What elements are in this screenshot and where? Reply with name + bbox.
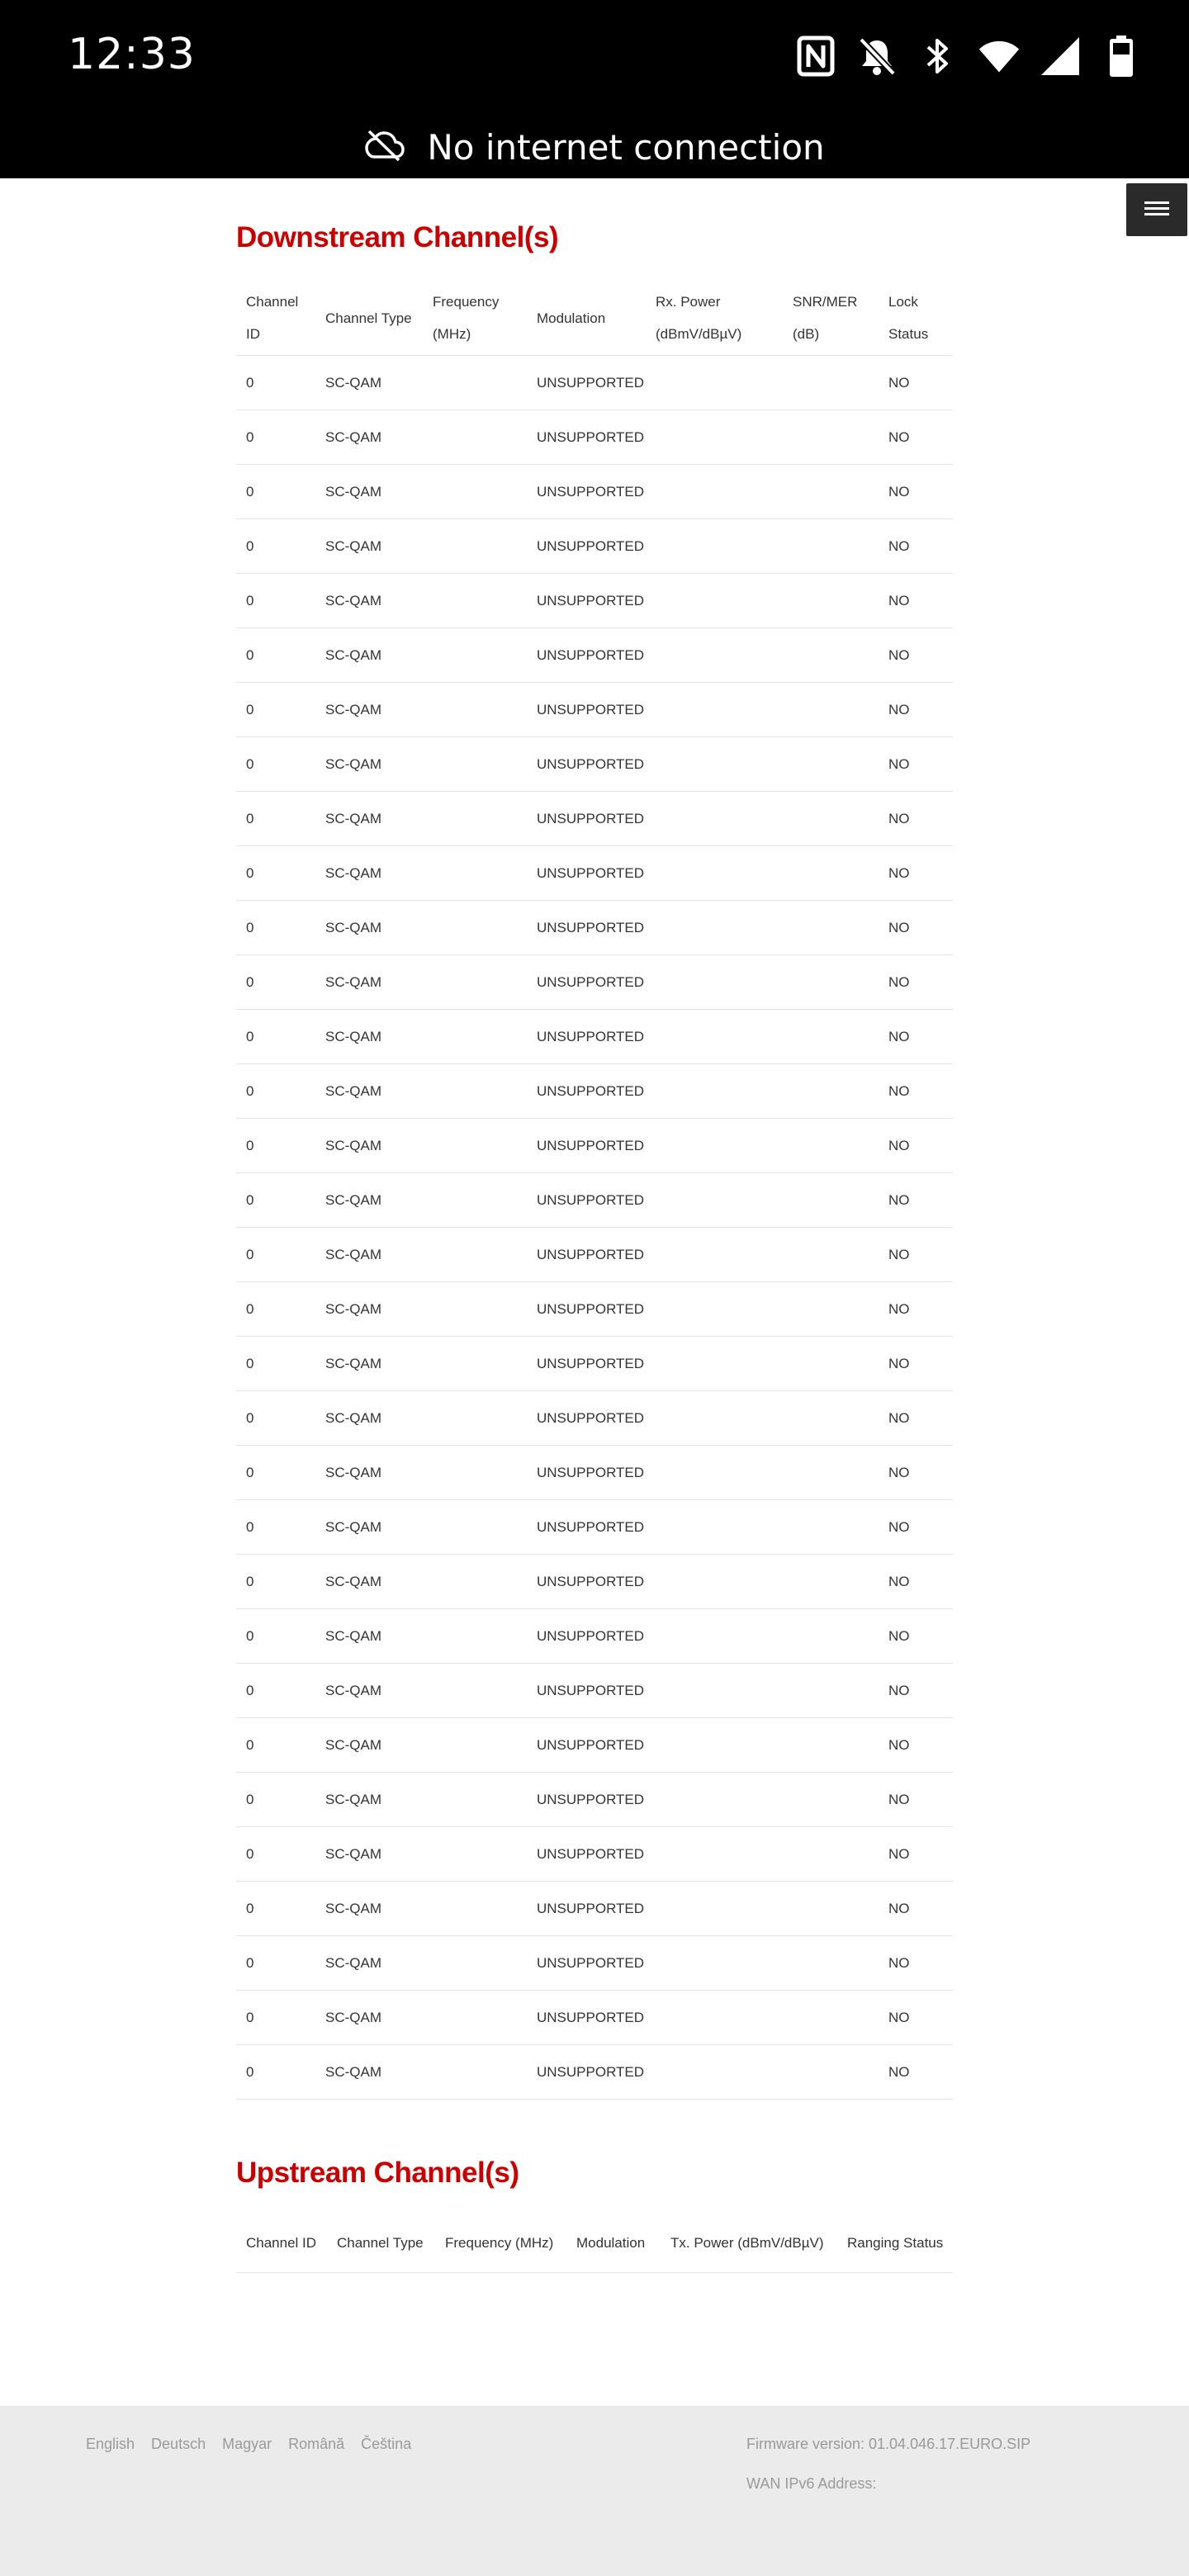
table-cell <box>783 1664 879 1718</box>
table-cell <box>646 356 783 410</box>
table-row <box>236 1500 953 1555</box>
table-cell: 0 <box>236 1609 315 1664</box>
wan-ipv6-address: WAN IPv6 Address: <box>746 2475 877 2492</box>
table-cell: NO <box>879 1282 953 1337</box>
table-cell <box>646 1991 783 2045</box>
table-cell: UNSUPPORTED <box>527 574 646 628</box>
table-cell: SC-QAM <box>315 683 423 737</box>
no-internet-text: No internet connection <box>427 126 825 168</box>
table-cell <box>783 465 879 519</box>
table-cell: NO <box>879 1609 953 1664</box>
table-cell <box>423 737 527 792</box>
table-cell: NO <box>879 792 953 846</box>
table-cell: 0 <box>236 846 315 901</box>
table-cell: UNSUPPORTED <box>527 737 646 792</box>
table-row <box>236 1773 953 1827</box>
menu-toggle-button[interactable] <box>1126 183 1187 236</box>
table-cell: 0 <box>236 628 315 683</box>
table-cell <box>646 628 783 683</box>
table-cell: UNSUPPORTED <box>527 519 646 574</box>
table-cell <box>423 1555 527 1609</box>
table-cell <box>646 1936 783 1991</box>
table-row <box>236 737 953 792</box>
table-cell: NO <box>879 901 953 955</box>
language-link[interactable]: Magyar <box>222 2436 272 2452</box>
table-cell: UNSUPPORTED <box>527 1228 646 1282</box>
table-cell <box>423 901 527 955</box>
table-cell <box>646 1664 783 1718</box>
table-row <box>236 1010 953 1064</box>
downstream-column-header: Rx. Power (dBmV/dBµV) <box>646 281 783 356</box>
table-cell: NO <box>879 1119 953 1173</box>
table-cell: UNSUPPORTED <box>527 1555 646 1609</box>
table-cell: 0 <box>236 792 315 846</box>
table-cell <box>423 683 527 737</box>
table-cell: SC-QAM <box>315 1718 423 1773</box>
table-cell: UNSUPPORTED <box>527 846 646 901</box>
table-cell: NO <box>879 465 953 519</box>
table-cell <box>423 846 527 901</box>
table-cell <box>783 1173 879 1228</box>
table-row <box>236 356 953 410</box>
table-cell: UNSUPPORTED <box>527 1936 646 1991</box>
table-cell: 0 <box>236 410 315 465</box>
table-cell: SC-QAM <box>315 1228 423 1282</box>
table-row <box>236 1555 953 1609</box>
table-cell: SC-QAM <box>315 465 423 519</box>
table-cell: UNSUPPORTED <box>527 1773 646 1827</box>
table-cell <box>423 465 527 519</box>
table-cell: 0 <box>236 1773 315 1827</box>
table-cell: NO <box>879 1010 953 1064</box>
table-cell: SC-QAM <box>315 1555 423 1609</box>
upstream-column-header: Channel Type <box>327 2214 435 2273</box>
table-cell <box>423 1173 527 1228</box>
table-cell: UNSUPPORTED <box>527 1446 646 1500</box>
table-cell <box>646 737 783 792</box>
upstream-header-row <box>236 2214 953 2273</box>
table-row <box>236 901 953 955</box>
table-cell: UNSUPPORTED <box>527 901 646 955</box>
table-cell <box>646 1282 783 1337</box>
table-cell: 0 <box>236 1718 315 1773</box>
table-cell: SC-QAM <box>315 846 423 901</box>
table-cell <box>423 1119 527 1173</box>
table-cell <box>423 1446 527 1500</box>
table-cell <box>783 737 879 792</box>
table-cell: 0 <box>236 1119 315 1173</box>
table-cell: 0 <box>236 901 315 955</box>
table-cell: UNSUPPORTED <box>527 1664 646 1718</box>
table-cell: SC-QAM <box>315 1064 423 1119</box>
table-cell: SC-QAM <box>315 792 423 846</box>
table-cell: NO <box>879 1991 953 2045</box>
upstream-column-header: Channel ID <box>236 2214 327 2273</box>
table-cell <box>783 1555 879 1609</box>
downstream-table-body <box>236 356 953 2100</box>
table-cell: 0 <box>236 465 315 519</box>
table-cell: NO <box>879 1064 953 1119</box>
upstream-column-header: Tx. Power (dBmV/dBµV) <box>661 2214 837 2273</box>
table-cell <box>423 574 527 628</box>
table-cell: SC-QAM <box>315 1882 423 1936</box>
status-icons <box>794 30 1143 83</box>
table-row <box>236 519 953 574</box>
table-cell: UNSUPPORTED <box>527 1119 646 1173</box>
table-cell: UNSUPPORTED <box>527 955 646 1010</box>
table-cell: NO <box>879 1500 953 1555</box>
table-cell <box>423 1882 527 1936</box>
table-cell: UNSUPPORTED <box>527 792 646 846</box>
table-cell <box>783 628 879 683</box>
language-link[interactable]: Română <box>288 2436 345 2452</box>
table-cell <box>783 1391 879 1446</box>
table-cell <box>783 1064 879 1119</box>
table-cell <box>423 955 527 1010</box>
table-cell: 0 <box>236 737 315 792</box>
table-row <box>236 2045 953 2100</box>
table-cell <box>783 1228 879 1282</box>
table-cell <box>646 955 783 1010</box>
table-cell: 0 <box>236 356 315 410</box>
table-cell: 0 <box>236 1446 315 1500</box>
downstream-column-header: Lock Status <box>879 281 953 356</box>
table-cell: NO <box>879 1936 953 1991</box>
upstream-column-header: Ranging Status <box>837 2214 953 2273</box>
table-cell <box>783 901 879 955</box>
table-cell <box>423 1718 527 1773</box>
table-cell: UNSUPPORTED <box>527 1064 646 1119</box>
table-row <box>236 1391 953 1446</box>
table-cell: SC-QAM <box>315 1500 423 1555</box>
table-cell: UNSUPPORTED <box>527 1173 646 1228</box>
table-row <box>236 465 953 519</box>
table-cell <box>423 410 527 465</box>
table-cell: SC-QAM <box>315 1391 423 1446</box>
upstream-title: Upstream Channel(s) <box>236 2157 519 2189</box>
table-cell <box>646 1391 783 1446</box>
downstream-column-header: Channel Type <box>315 281 423 356</box>
downstream-title: Downstream Channel(s) <box>236 221 559 253</box>
table-cell <box>646 574 783 628</box>
language-link[interactable]: English <box>86 2436 135 2452</box>
table-cell <box>783 1010 879 1064</box>
table-cell <box>423 1282 527 1337</box>
bluetooth-icon <box>917 33 959 79</box>
table-cell <box>646 846 783 901</box>
table-cell: 0 <box>236 1391 315 1446</box>
table-cell <box>646 465 783 519</box>
table-cell: SC-QAM <box>315 1827 423 1882</box>
table-cell: SC-QAM <box>315 1773 423 1827</box>
table-cell: UNSUPPORTED <box>527 465 646 519</box>
table-cell <box>646 1609 783 1664</box>
table-cell <box>646 2045 783 2100</box>
downstream-column-header: SNR/MER (dB) <box>783 281 879 356</box>
cellular-signal-icon <box>1039 33 1082 79</box>
table-cell: UNSUPPORTED <box>527 1282 646 1337</box>
downstream-column-header: Frequency (MHz) <box>423 281 527 356</box>
table-cell <box>646 1446 783 1500</box>
table-row <box>236 1718 953 1773</box>
table-cell: SC-QAM <box>315 519 423 574</box>
table-cell: 0 <box>236 683 315 737</box>
table-cell: NO <box>879 1173 953 1228</box>
table-cell <box>783 1337 879 1391</box>
table-cell: NO <box>879 1337 953 1391</box>
table-cell: 0 <box>236 1010 315 1064</box>
upstream-column-header: Modulation <box>566 2214 661 2273</box>
table-cell: SC-QAM <box>315 1119 423 1173</box>
table-cell <box>783 1827 879 1882</box>
table-cell: NO <box>879 1718 953 1773</box>
table-row <box>236 1609 953 1664</box>
table-cell <box>783 1991 879 2045</box>
table-cell <box>423 1228 527 1282</box>
table-cell: 0 <box>236 1827 315 1882</box>
downstream-header-row <box>236 281 953 356</box>
table-cell <box>783 1936 879 1991</box>
table-cell <box>423 1609 527 1664</box>
table-cell <box>783 1500 879 1555</box>
table-cell <box>646 1773 783 1827</box>
table-cell <box>423 1391 527 1446</box>
table-cell: UNSUPPORTED <box>527 356 646 410</box>
table-cell: 0 <box>236 1228 315 1282</box>
table-cell: NO <box>879 1664 953 1718</box>
table-cell: SC-QAM <box>315 2045 423 2100</box>
table-cell <box>646 1228 783 1282</box>
table-cell: 0 <box>236 1882 315 1936</box>
table-cell: NO <box>879 737 953 792</box>
table-row <box>236 1119 953 1173</box>
table-cell <box>783 1282 879 1337</box>
table-cell: NO <box>879 628 953 683</box>
table-cell: NO <box>879 846 953 901</box>
table-cell: 0 <box>236 2045 315 2100</box>
table-cell: UNSUPPORTED <box>527 1718 646 1773</box>
table-row <box>236 1936 953 1991</box>
table-cell <box>646 1064 783 1119</box>
table-row <box>236 1282 953 1337</box>
table-row <box>236 1228 953 1282</box>
cloud-off-icon <box>364 129 405 166</box>
table-row <box>236 628 953 683</box>
clock: 12:33 <box>68 30 196 79</box>
table-cell <box>423 1664 527 1718</box>
language-link[interactable]: Deutsch <box>151 2436 206 2452</box>
table-cell: UNSUPPORTED <box>527 1391 646 1446</box>
table-cell <box>783 1773 879 1827</box>
table-cell: NO <box>879 1773 953 1827</box>
table-cell <box>783 1119 879 1173</box>
table-cell <box>646 1119 783 1173</box>
table-cell: SC-QAM <box>315 1173 423 1228</box>
table-cell <box>646 410 783 465</box>
table-row <box>236 1664 953 1718</box>
table-cell: UNSUPPORTED <box>527 1500 646 1555</box>
table-cell: SC-QAM <box>315 1664 423 1718</box>
table-cell: UNSUPPORTED <box>527 1609 646 1664</box>
status-bar <box>0 0 1189 116</box>
table-row <box>236 1882 953 1936</box>
table-cell: UNSUPPORTED <box>527 1010 646 1064</box>
table-cell: NO <box>879 1228 953 1282</box>
table-cell <box>783 2045 879 2100</box>
table-cell <box>783 792 879 846</box>
table-row <box>236 683 953 737</box>
table-cell: SC-QAM <box>315 1337 423 1391</box>
table-cell: NO <box>879 519 953 574</box>
table-cell: SC-QAM <box>315 1446 423 1500</box>
table-cell: UNSUPPORTED <box>527 683 646 737</box>
table-row <box>236 792 953 846</box>
table-cell <box>783 574 879 628</box>
table-cell <box>646 1500 783 1555</box>
table-cell <box>423 356 527 410</box>
table-cell: NO <box>879 2045 953 2100</box>
table-row <box>236 574 953 628</box>
table-cell <box>423 1064 527 1119</box>
table-cell: UNSUPPORTED <box>527 1882 646 1936</box>
table-cell: 0 <box>236 1282 315 1337</box>
table-cell <box>646 683 783 737</box>
table-cell <box>783 356 879 410</box>
table-cell <box>646 901 783 955</box>
nfc-icon <box>794 33 837 79</box>
table-cell <box>423 1936 527 1991</box>
table-cell: SC-QAM <box>315 1609 423 1664</box>
table-cell <box>783 410 879 465</box>
table-cell: UNSUPPORTED <box>527 2045 646 2100</box>
table-cell: 0 <box>236 1991 315 2045</box>
language-link[interactable]: Čeština <box>361 2436 412 2452</box>
table-cell <box>423 1827 527 1882</box>
wifi-icon <box>978 33 1021 79</box>
table-cell: 0 <box>236 1664 315 1718</box>
no-internet-banner <box>0 116 1189 178</box>
table-cell <box>646 1173 783 1228</box>
hamburger-menu-icon <box>1144 200 1169 220</box>
table-cell: UNSUPPORTED <box>527 1337 646 1391</box>
table-cell: SC-QAM <box>315 574 423 628</box>
table-row <box>236 1446 953 1500</box>
table-cell <box>646 1555 783 1609</box>
table-cell: SC-QAM <box>315 737 423 792</box>
table-cell <box>646 1010 783 1064</box>
table-cell <box>423 519 527 574</box>
table-cell: SC-QAM <box>315 955 423 1010</box>
table-cell: NO <box>879 955 953 1010</box>
table-cell: NO <box>879 410 953 465</box>
table-cell <box>646 1827 783 1882</box>
table-cell <box>423 792 527 846</box>
table-cell: 0 <box>236 955 315 1010</box>
table-cell: NO <box>879 1827 953 1882</box>
battery-icon <box>1100 33 1143 79</box>
table-row <box>236 955 953 1010</box>
table-cell <box>423 1010 527 1064</box>
bell-off-icon <box>855 33 898 79</box>
table-cell <box>646 1718 783 1773</box>
table-cell <box>646 1337 783 1391</box>
table-cell: SC-QAM <box>315 901 423 955</box>
downstream-column-header: Channel ID <box>236 281 315 356</box>
table-cell <box>783 846 879 901</box>
table-row <box>236 846 953 901</box>
table-cell <box>423 628 527 683</box>
table-cell: UNSUPPORTED <box>527 1827 646 1882</box>
firmware-version: Firmware version: 01.04.046.17.EURO.SIP <box>746 2436 1031 2452</box>
language-selector <box>86 2436 411 2453</box>
table-cell <box>783 683 879 737</box>
table-cell <box>646 519 783 574</box>
table-cell: NO <box>879 1446 953 1500</box>
table-cell <box>646 792 783 846</box>
table-cell: 0 <box>236 1555 315 1609</box>
table-cell: 0 <box>236 519 315 574</box>
table-cell: UNSUPPORTED <box>527 1991 646 2045</box>
table-cell <box>423 1500 527 1555</box>
table-cell <box>783 1718 879 1773</box>
table-cell: SC-QAM <box>315 1936 423 1991</box>
upstream-table <box>236 2214 953 2273</box>
table-cell: NO <box>879 1555 953 1609</box>
table-row <box>236 1173 953 1228</box>
downstream-table <box>236 281 953 2100</box>
table-cell: SC-QAM <box>315 628 423 683</box>
table-cell: SC-QAM <box>315 1010 423 1064</box>
table-cell <box>783 955 879 1010</box>
table-cell: NO <box>879 1391 953 1446</box>
table-row <box>236 1991 953 2045</box>
table-cell: 0 <box>236 1936 315 1991</box>
table-cell <box>646 1882 783 1936</box>
table-cell: NO <box>879 574 953 628</box>
table-cell <box>423 2045 527 2100</box>
table-row <box>236 1827 953 1882</box>
footer <box>0 2406 1189 2576</box>
table-cell: 0 <box>236 1064 315 1119</box>
table-cell: 0 <box>236 1173 315 1228</box>
table-row <box>236 410 953 465</box>
table-cell: UNSUPPORTED <box>527 628 646 683</box>
table-cell: NO <box>879 356 953 410</box>
table-cell: UNSUPPORTED <box>527 410 646 465</box>
table-cell <box>423 1337 527 1391</box>
table-cell: SC-QAM <box>315 356 423 410</box>
table-cell: 0 <box>236 574 315 628</box>
table-cell: SC-QAM <box>315 410 423 465</box>
table-cell <box>783 519 879 574</box>
table-cell <box>423 1773 527 1827</box>
table-cell <box>783 1446 879 1500</box>
table-row <box>236 1064 953 1119</box>
table-cell: 0 <box>236 1500 315 1555</box>
table-cell: NO <box>879 1882 953 1936</box>
table-cell: NO <box>879 683 953 737</box>
table-cell: 0 <box>236 1337 315 1391</box>
table-row <box>236 1337 953 1391</box>
table-cell <box>783 1609 879 1664</box>
table-cell: SC-QAM <box>315 1282 423 1337</box>
downstream-column-header: Modulation <box>527 281 646 356</box>
table-cell <box>423 1991 527 2045</box>
table-cell: SC-QAM <box>315 1991 423 2045</box>
upstream-column-header: Frequency (MHz) <box>435 2214 566 2273</box>
table-cell <box>783 1882 879 1936</box>
